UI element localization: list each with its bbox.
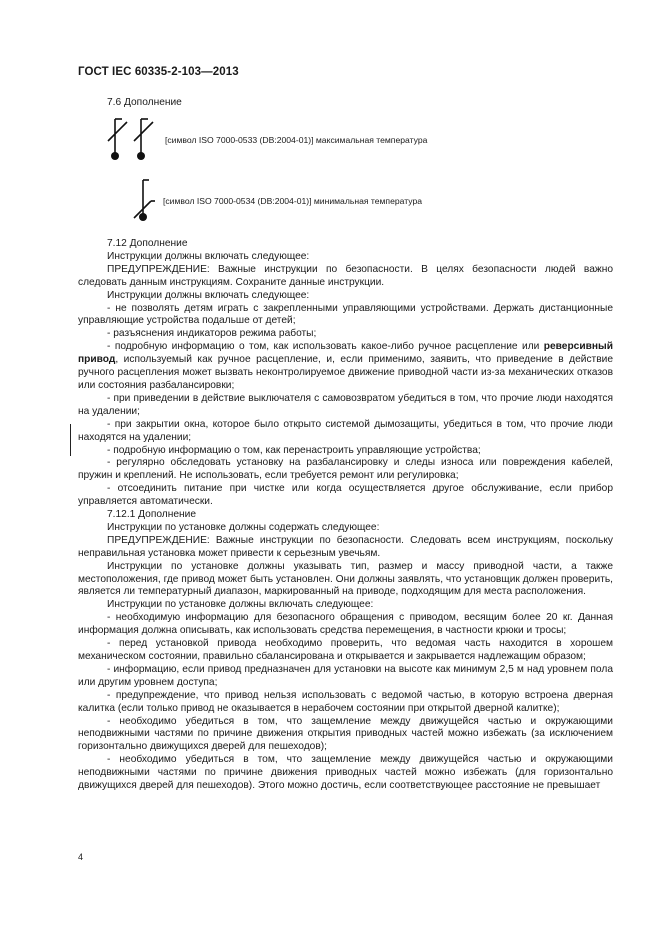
symbol-row-max-temp xyxy=(107,117,427,163)
list-item: - регулярно обследовать установку на разбалансировку и следы износа или повреждения кабелей, пружин и креплений. Не использовать, если требуется ремонт или регулировка; xyxy=(78,457,613,482)
list-item: - разъяснения индикаторов режима работы; xyxy=(107,328,317,340)
min-temperature-symbol-icon xyxy=(133,178,157,224)
max-temperature-symbol-icon xyxy=(107,117,159,163)
max-temperature-caption: [символ ISO 7000-0533 (DB:2004-01)] максимальная температура xyxy=(165,135,428,145)
list-item: - необходимую информацию для безопасного обращения с приводом, весящим более 20 кг. Данная информация должна описывать, как использовать средства перемещения, в частности крюки и тросы; xyxy=(78,612,613,637)
paragraph: Инструкции по установке должны содержать следующее: xyxy=(107,521,380,533)
list-item: - перед установкой привода необходимо проверить, что ведомая часть находится в хорошем механическом состоянии, правильно сбалансирована и открывается и закрывается надлежащим образом; xyxy=(78,638,613,662)
list-item xyxy=(78,341,613,393)
list-item: - необходимо убедиться в том, что защемление между движущейся частью и окружающими неподвижными частями по причине движения приводных частей можно избежать (для горизонтально движущихся дверей для пешеходов). Этого можно достичь, если соответствующее расстояние не превышает xyxy=(78,754,613,792)
list-item: - отсоединить питание при чистке или когда осуществляется другое обслуживание, если прибор управляется автоматически. xyxy=(78,483,613,508)
paragraph: Инструкции должны включать следующее: xyxy=(107,250,310,262)
defined-term: реверсивный привод xyxy=(78,341,613,366)
list-item: - не позволять детям играть с закрепленными управляющими устройствами. Держать дистанционные управляющие устройства подальше от детей; xyxy=(78,302,613,327)
list-item: - при закрытии окна, которое было открыто системой дымозащиты, убедиться в том, что прочие люди находятся на удалении; xyxy=(78,418,613,443)
list-item: - предупреждение, что привод нельзя использовать с ведомой частью, в которую встроена дверная калитка (если только привод не оказывается в нерабочем состоянии при открытой дверной калитке); xyxy=(78,689,613,714)
page-number: 4 xyxy=(78,852,84,862)
section-7-6-heading: 7.6 Дополнение xyxy=(107,97,182,108)
list-item-text: - подробную информацию о том, как использовать какое-либо ручное расцепление или xyxy=(107,341,544,353)
main-text xyxy=(78,238,613,793)
section-7-12-heading: 7.12 Дополнение xyxy=(107,238,188,249)
warning-paragraph: ПРЕДУПРЕЖДЕНИЕ: Важные инструкции по безопасности. Следовать всем инструкциям, поскольку неправильная установка может привести к серьезным увечьям. xyxy=(78,534,613,559)
symbol-row-min-temp xyxy=(133,178,422,224)
list-item: - информацию, если привод предназначен для установки на высоте как минимум 2,5 м над уровнем пола или другим уровнем доступа; xyxy=(78,663,613,688)
list-item: - необходимо убедиться в том, что защемление между движущейся частью и окружающими неподвижными частями по причине движения открытия приводных частей можно избежать (за исключением горизонтально движущихся дверей для пешеходов); xyxy=(78,715,613,753)
paragraph: Инструкции должны включать следующее: xyxy=(107,289,310,301)
paragraph: Инструкции по установке должны указывать тип, размер и массу приводной части, а также местоположения, где привод может быть установлен. Они должны заявлять, что установщик должен проверить, является ли температурный диапазон, маркированный на приводе, подходящим для места расположения. xyxy=(78,560,613,598)
list-item-text: , используемый как ручное расцепление, и, если применимо, заявить, что приведение в действие ручного расцепления может вызвать неконтролируемое движение приводной части из-за механических отказов или состояния разбалансировки; xyxy=(78,354,613,391)
list-item: - подробную информацию о том, как перенастроить управляющие устройства; xyxy=(107,444,481,456)
list-item: - при приведении в действие выключателя с самовозвратом убедиться в том, что прочие люди находятся на удалении; xyxy=(78,392,613,417)
paragraph: Инструкции по установке должны включать следующее: xyxy=(107,599,374,611)
section-7-12-1-heading: 7.12.1 Дополнение xyxy=(107,509,197,521)
revision-bar xyxy=(70,424,71,456)
min-temperature-caption: [символ ISO 7000-0534 (DB:2004-01)] минимальная температура xyxy=(163,196,423,206)
warning-paragraph: ПРЕДУПРЕЖДЕНИЕ: Важные инструкции по безопасности. В целях безопасности людей важно следовать данным инструкциям. Сохраните данные инструкции. xyxy=(78,263,613,288)
document-header: ГОСТ IEC 60335-2-103—2013 xyxy=(78,66,239,78)
